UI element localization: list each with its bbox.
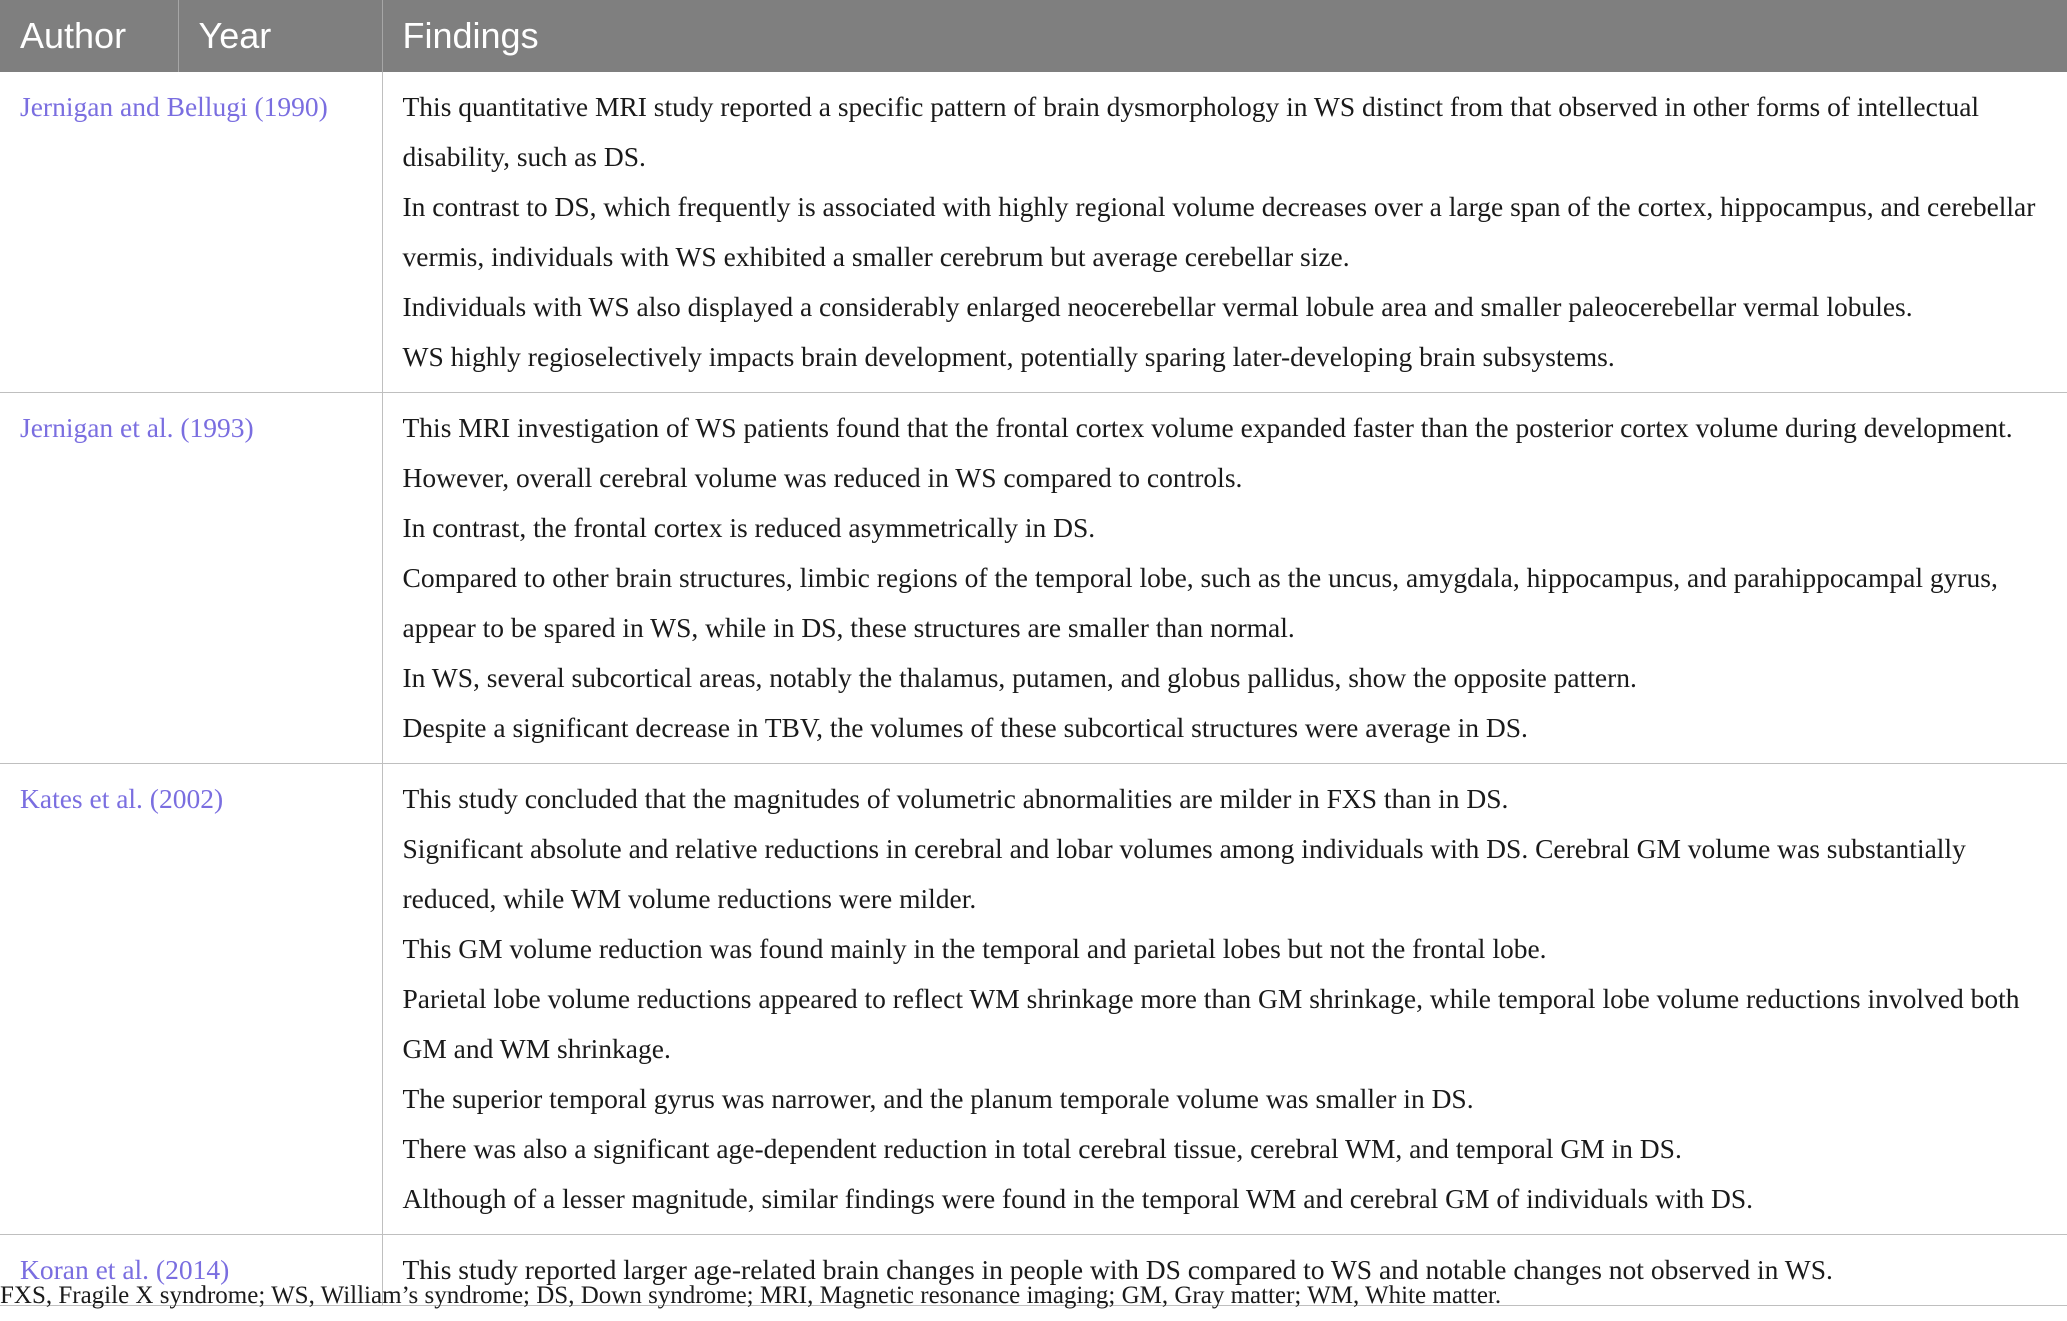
table-row bbox=[0, 393, 2067, 764]
finding-text: This study concluded that the magnitudes of volumetric abnormalities are milder in FXS than in DS. bbox=[402, 783, 1509, 814]
finding-text: There was also a significant age-dependent reduction in total cerebral tissue, cerebral WM, and temporal GM in DS. bbox=[402, 1133, 1682, 1164]
header-year: Year bbox=[178, 0, 382, 72]
author-link[interactable]: Kates et al. (2002) bbox=[0, 764, 382, 1235]
findings-cell bbox=[382, 72, 2067, 393]
table-footnote: FXS, Fragile X syndrome; WS, William’s syndrome; DS, Down syndrome; MRI, Magnetic resonance imaging; GM, Gray matter; WM, White matter. bbox=[0, 1282, 1502, 1309]
table-row bbox=[0, 72, 2067, 393]
author-link[interactable]: Jernigan and Bellugi (1990) bbox=[0, 72, 382, 393]
author-link[interactable]: Jernigan et al. (1993) bbox=[0, 393, 382, 764]
finding-text: In WS, several subcortical areas, notably the thalamus, putamen, and globus pallidus, show the opposite pattern. bbox=[402, 662, 1637, 693]
findings-cell bbox=[382, 393, 2067, 764]
finding-text: Significant absolute and relative reductions in cerebral and lobar volumes among individuals with DS. Cerebral GM volume was substantially reduced, while WM volume reductions were milder. bbox=[402, 833, 1966, 914]
header-findings: Findings bbox=[382, 0, 2067, 72]
header-author: Author bbox=[0, 0, 178, 72]
finding-text: This quantitative MRI study reported a specific pattern of brain dysmorphology in WS distinct from that observed in other forms of intellectual disability, such as DS. bbox=[402, 91, 1980, 172]
author-link[interactable]: Koran et al. (2014) bbox=[0, 1235, 382, 1306]
finding-text: The superior temporal gyrus was narrower, and the planum temporale volume was smaller in DS. bbox=[402, 1083, 1474, 1114]
table-body bbox=[0, 72, 2067, 1306]
findings-cell bbox=[382, 764, 2067, 1235]
finding-text: This MRI investigation of WS patients found that the frontal cortex volume expanded faster than the posterior cortex volume during development. However, overall cerebral volume was reduced in WS compared to controls. bbox=[402, 412, 2013, 493]
finding-text: This GM volume reduction was found mainly in the temporal and parietal lobes but not the frontal lobe. bbox=[402, 933, 1547, 964]
finding-text: This study reported larger age-related brain changes in people with DS compared to WS and notable changes not observed in WS. bbox=[402, 1254, 1833, 1285]
header-row bbox=[0, 0, 2067, 72]
finding-text: In contrast to DS, which frequently is associated with highly regional volume decreases over a large span of the cortex, hippocampus, and cerebellar vermis, individuals with WS exhibited a smaller cerebrum but average cerebellar size. bbox=[402, 191, 2036, 272]
finding-text: Despite a significant decrease in TBV, the volumes of these subcortical structures were average in DS. bbox=[402, 712, 1528, 743]
finding-text: WS highly regioselectively impacts brain development, potentially sparing later-developing brain subsystems. bbox=[402, 341, 1615, 372]
finding-text: Individuals with WS also displayed a considerably enlarged neocerebellar vermal lobule area and smaller paleocerebellar vermal lobules. bbox=[402, 291, 1913, 322]
finding-text: Although of a lesser magnitude, similar findings were found in the temporal WM and cerebral GM of individuals with DS. bbox=[402, 1183, 1754, 1214]
table-header bbox=[0, 0, 2067, 72]
finding-text: Parietal lobe volume reductions appeared to reflect WM shrinkage more than GM shrinkage, while temporal lobe volume reductions involved both GM and WM shrinkage. bbox=[402, 983, 2020, 1064]
finding-text: In contrast, the frontal cortex is reduced asymmetrically in DS. bbox=[402, 512, 1096, 543]
finding-text: Compared to other brain structures, limbic regions of the temporal lobe, such as the uncus, amygdala, hippocampus, and parahippocampal gyrus, appear to be spared in WS, while in DS, these structures are smaller than normal. bbox=[402, 562, 1998, 643]
table-row bbox=[0, 764, 2067, 1235]
